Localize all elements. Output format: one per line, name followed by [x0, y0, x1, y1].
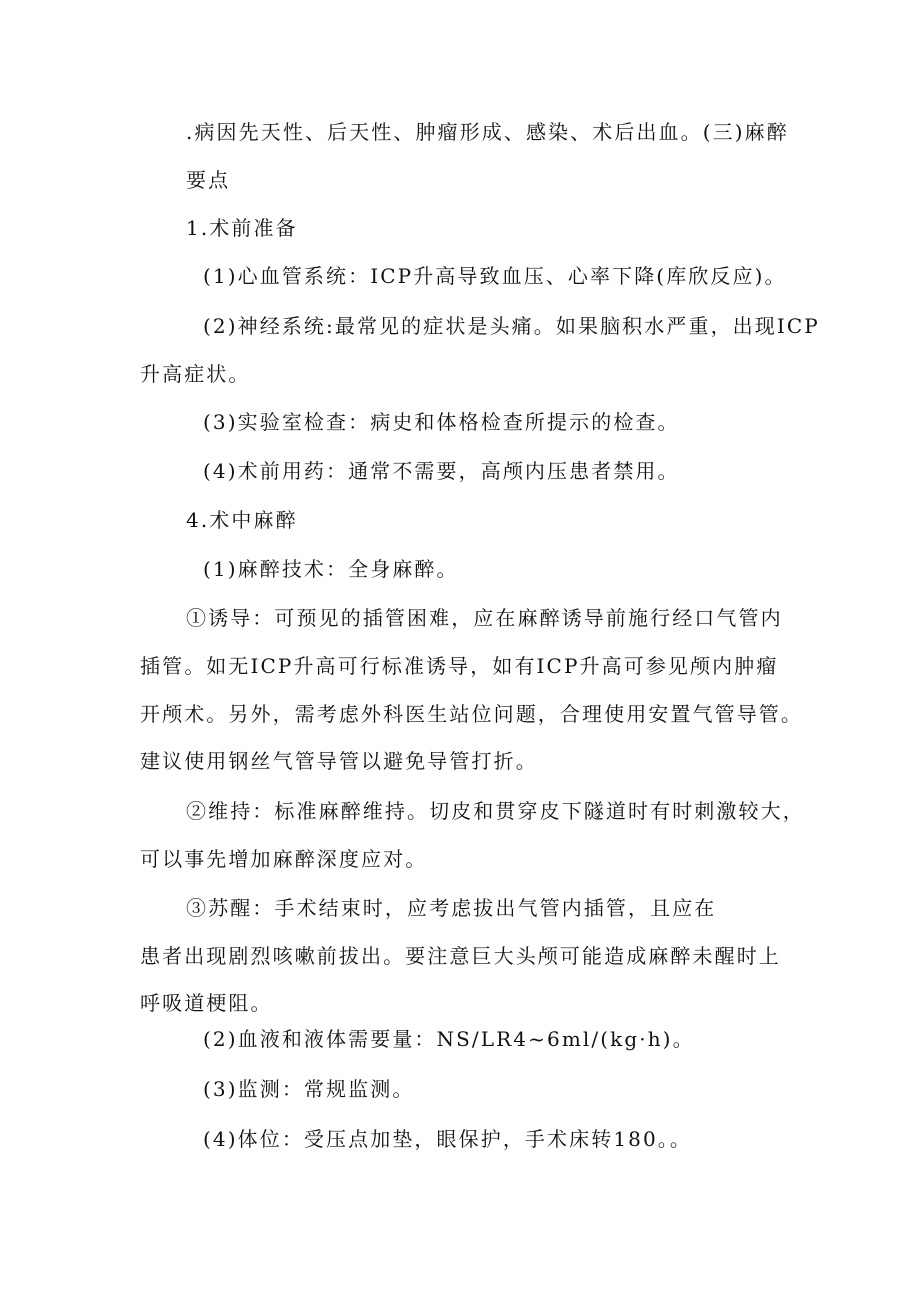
- text-line-21: (3)监测：常规监测。: [203, 1077, 415, 1101]
- text-line-8: (4)术前用药：通常不需要，高颅内压患者禁用。: [203, 459, 680, 483]
- text-line-18: 患者出现剧烈咳嗽前拔出。要注意巨大头颅可能造成麻醉未醒时上: [140, 944, 781, 968]
- text-line-12: 插管。如无ICP升高可行标准诱导，如有ICP升高可参见颅内肿瘤: [140, 654, 779, 678]
- section-heading-preop: 1.术前准备: [186, 216, 298, 240]
- section-heading-intraop: 4.术中麻醉: [186, 508, 298, 532]
- text-line-7: (3)实验室检查：病史和体格检查所提示的检查。: [203, 410, 680, 434]
- text-line-6: 升高症状。: [140, 362, 251, 386]
- text-line-2: 要点: [186, 168, 231, 192]
- text-line-15: ②维持：标准麻醉维持。切皮和贯穿皮下隧道时有时刺激较大，: [186, 799, 805, 823]
- text-line-4: (1)心血管系统：ICP升高导致血压、心率下降(库欣反应)。: [203, 264, 787, 288]
- text-line-19: 呼吸道梗阻。: [140, 991, 273, 1015]
- text-line-22: (4)体位：受压点加垫，眼保护，手术床转180。。: [203, 1127, 693, 1151]
- text-line-14: 建议使用钢丝气管导管以避免导管打折。: [140, 749, 538, 773]
- text-line-1: .病因先天性、后天性、肿瘤形成、感染、术后出血。(三)麻醉: [186, 120, 789, 144]
- text-line-13: 开颅术。另外，需考虑外科医生站位问题，合理使用安置气管导管。: [140, 702, 803, 726]
- text-line-5: (2)神经系统:最常见的症状是头痛。如果脑积水严重，出现ICP: [203, 314, 820, 338]
- text-line-17: ③苏醒：手术结束时，应考虑拔出气管内插管，且应在: [186, 896, 717, 920]
- text-line-11: ①诱导：可预见的插管困难，应在麻醉诱导前施行经口气管内: [186, 606, 783, 630]
- text-line-16: 可以事先增加麻醉深度应对。: [140, 847, 428, 871]
- text-line-20: (2)血液和液体需要量：NS/LR4~6ml/(kg·h)。: [203, 1027, 695, 1051]
- text-line-10: (1)麻醉技术：全身麻醉。: [203, 557, 459, 581]
